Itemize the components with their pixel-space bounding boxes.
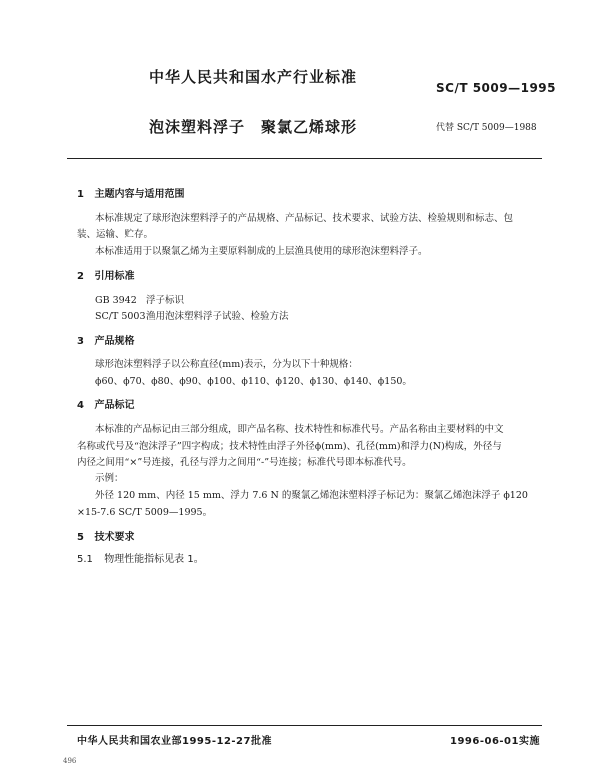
section-3-heading [77,332,134,347]
section-number: 1 [77,189,84,200]
section-title: 引用标准 [94,271,135,282]
standard-code: SC/T 5009—1995 [436,81,556,95]
section-4-heading [77,396,134,411]
footer-divider [67,725,542,726]
section-number: 4 [77,400,84,411]
subsection-text: 物理性能指标见表 1。 [104,554,204,565]
section-number: 3 [77,336,84,347]
section-1-paragraph-1-line-1: 本标准规定了球形泡沫塑料浮子的产品规格、产品标记、技术要求、试验方法、检验规则和标志、包 [95,213,514,224]
section-5-heading [77,528,134,543]
example-line-1: 外径 120 mm、内径 15 mm、浮力 7.6 N 的聚氯乙烯泡沫塑料浮子标记为：聚氯乙烯泡沫浮子 ϕ120 [95,490,528,501]
issuing-standard-category: 中华人民共和国水产行业标准 [149,68,358,86]
section-number: 2 [77,271,84,282]
example-line-2: ×15-7.6 SC/T 5009—1995。 [77,507,213,518]
replaces-note: 代替 SC/T 5009—1988 [436,123,537,133]
section-4-paragraph-line-3: 内径之间用“×”号连接，孔径与浮力之间用“-”号连接；标准代号即本标准代号。 [77,457,412,468]
section-4-paragraph-line-1: 本标准的产品标记由三部分组成，即产品名称、技术特性和标准代号。产品名称由主要材料的中文 [95,424,504,435]
section-4-paragraph-line-2: 名称或代号及“泡沫浮子”四字构成；技术特性由浮子外径ϕ(mm)、孔径(mm)和浮力(N)构成，外径与 [77,441,502,452]
section-title: 产品规格 [94,336,135,347]
subsection-5-1 [77,550,204,565]
section-3-paragraph: 球形泡沫塑料浮子以公称直径(mm)表示，分为以下十种规格： [95,359,358,370]
page-number: 496 [63,757,77,765]
section-1-paragraph-1-line-2: 装、运输、贮存。 [77,229,154,240]
section-title: 主题内容与适用范围 [94,189,185,200]
section-1-paragraph-2: 本标准适用于以聚氯乙烯为主要原料制成的上层渔具使用的球形泡沫塑料浮子。 [95,246,428,257]
section-1-heading [77,185,184,200]
reference-item [95,308,289,322]
reference-item [95,292,184,306]
size-list: ϕ60、ϕ70、ϕ80、ϕ90、ϕ100、ϕ110、ϕ120、ϕ130、ϕ140、ϕ150。 [95,376,412,387]
reference-code: SC/T 5003 [95,311,146,322]
section-title: 技术要求 [94,532,135,543]
reference-name: 浮子标识 [146,295,185,306]
section-title: 产品标记 [94,400,135,411]
example-label: 示例： [95,473,124,484]
approval-line: 中华人民共和国农业部1995-12-27批准 [77,736,272,747]
reference-name: 渔用泡沫塑料浮子试验、检验方法 [146,311,289,322]
section-2-heading [77,267,134,282]
document-title: 泡沫塑料浮子 聚氯乙烯球形 [149,118,358,136]
reference-code: GB 3942 [95,295,137,306]
header-divider [67,158,542,159]
implementation-date: 1996-06-01实施 [450,736,540,747]
subsection-number: 5.1 [77,554,93,565]
section-number: 5 [77,532,84,543]
